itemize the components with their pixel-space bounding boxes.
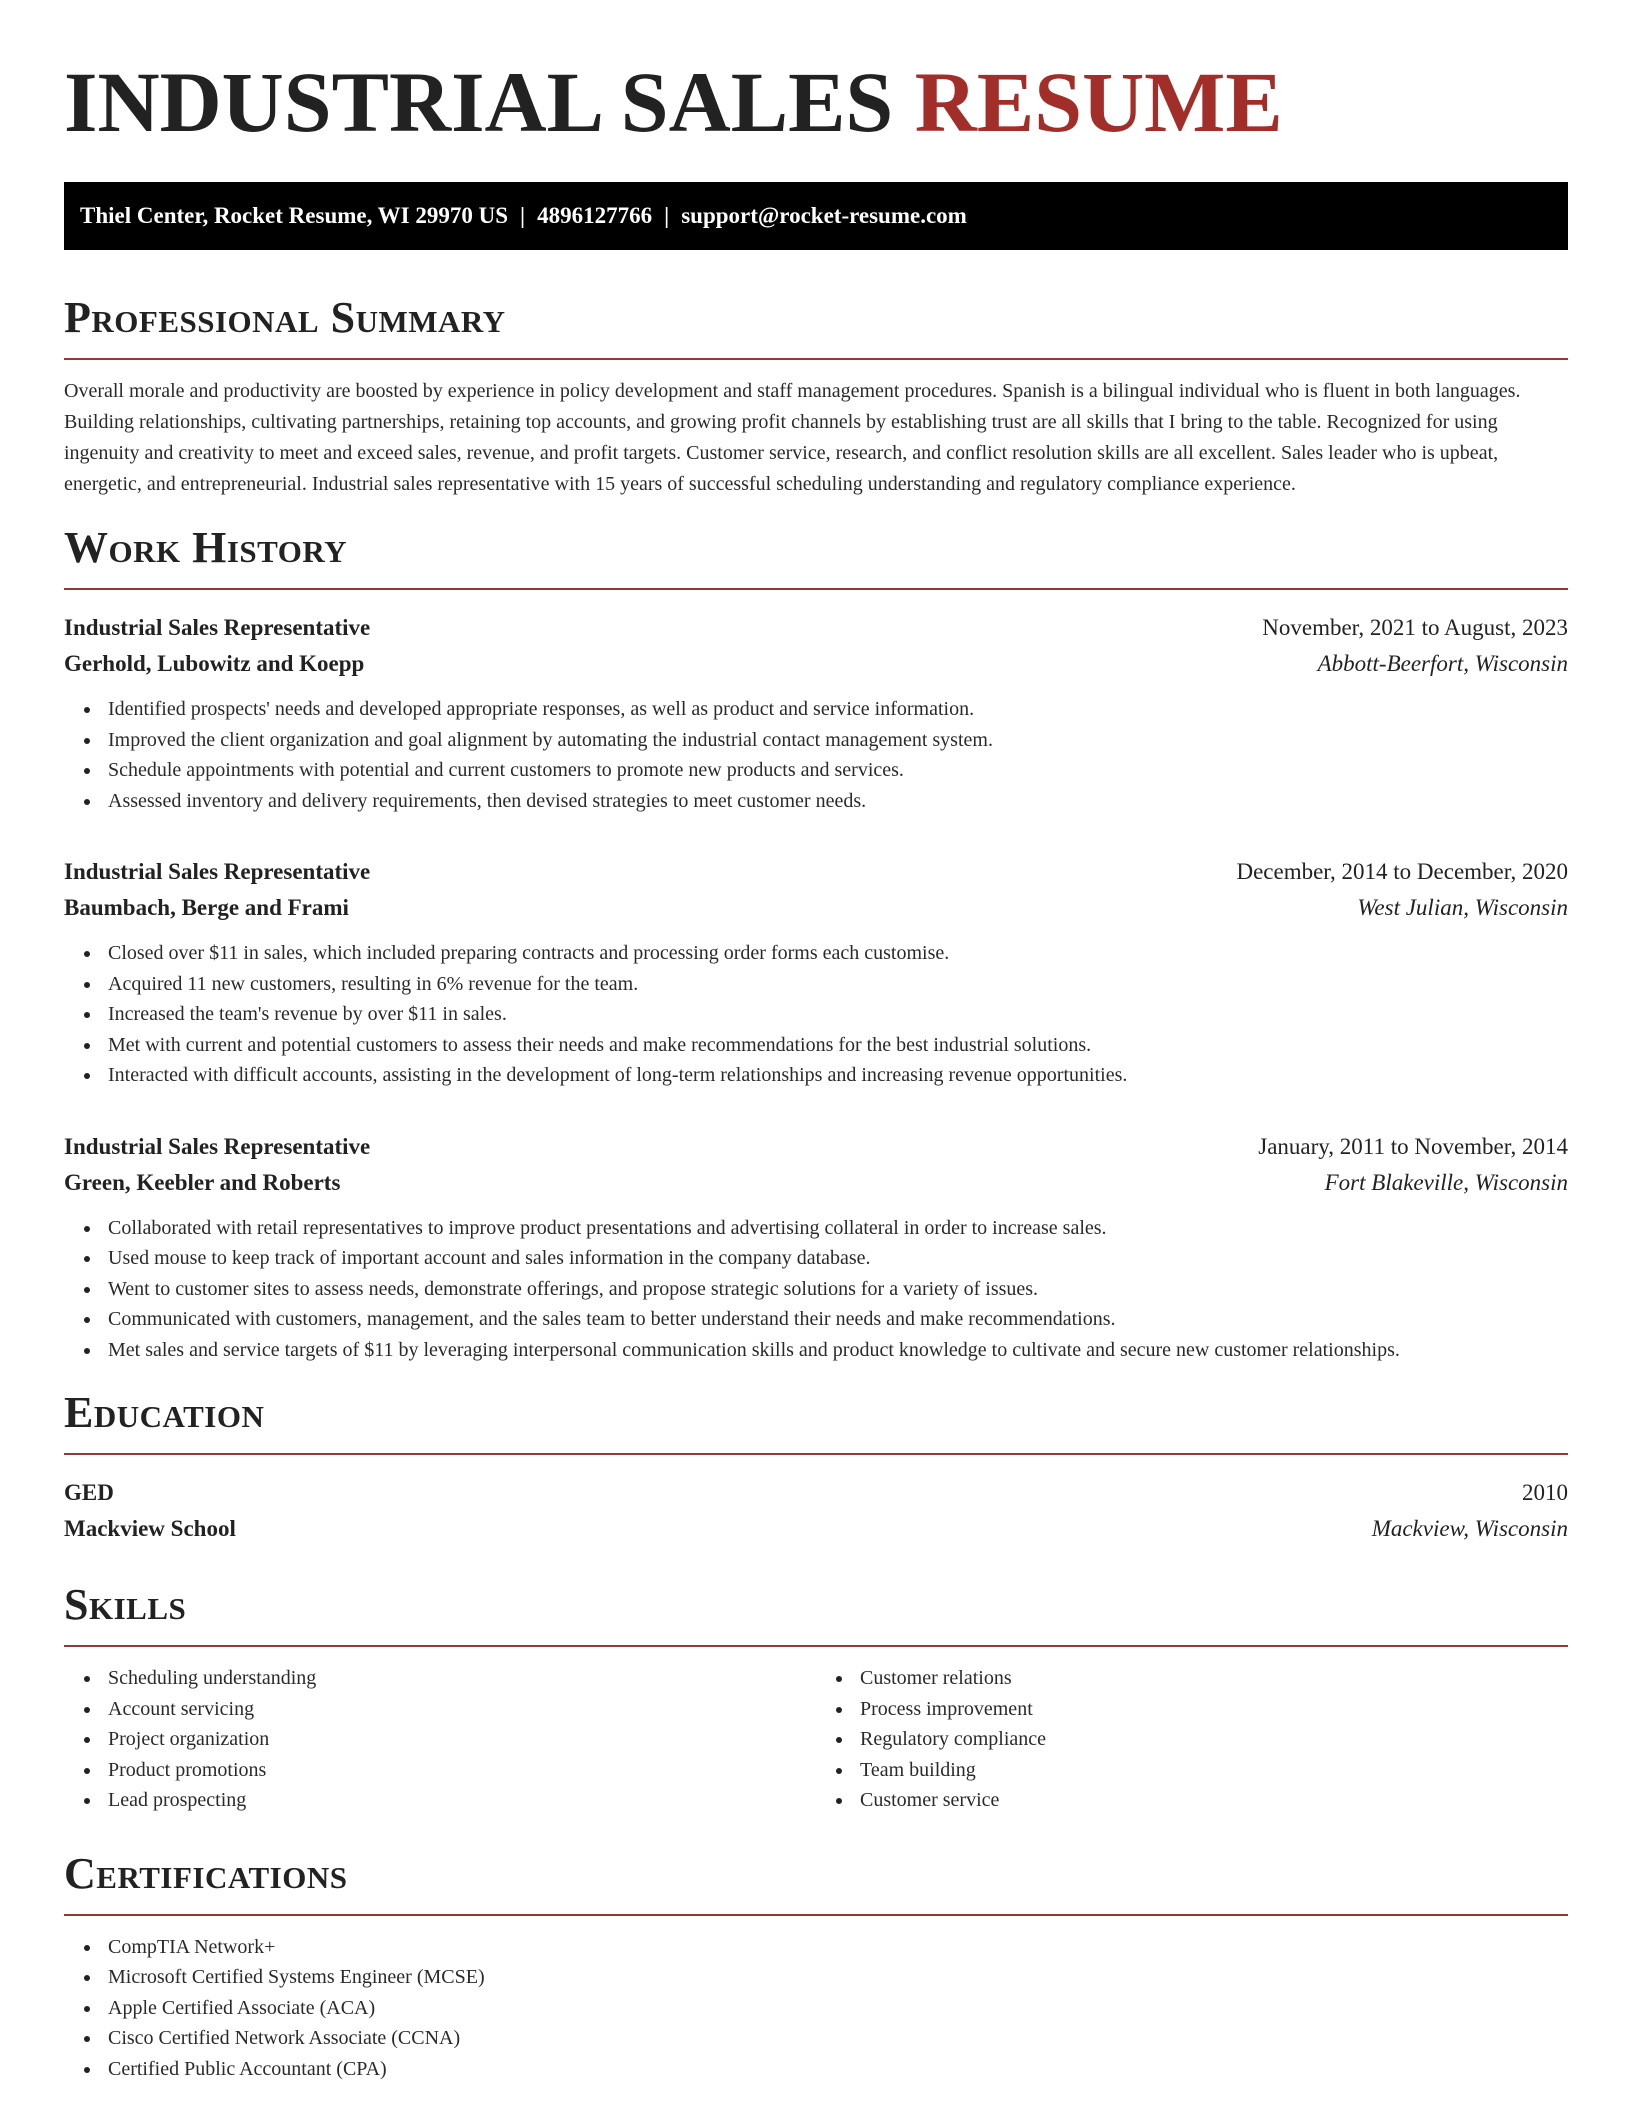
job-dates: January, 2011 to November, 2014 (1258, 1133, 1568, 1159)
education-entry (64, 1475, 1568, 1547)
job-bullet: Acquired 11 new customers, resulting in 6% revenue for the team. (108, 969, 1568, 1000)
job-title: Industrial Sales Representative (64, 859, 371, 884)
contact-email: support@rocket-resume.com (681, 203, 967, 228)
skill-item: Customer service (860, 1785, 1568, 1816)
skill-item: Scheduling understanding (108, 1663, 816, 1694)
job-bullet: Collaborated with retail representatives to improve product presentations and advertising collateral in order to increase sales. (108, 1213, 1568, 1244)
job-company: Green, Keebler and Roberts (64, 1169, 341, 1195)
education-degree: GED (64, 1480, 114, 1505)
section-heading-certifications: Certifications (64, 1848, 1568, 1916)
job-bullet: Interacted with difficult accounts, assisting in the development of long-term relationships and increasing revenue opportunities. (108, 1060, 1568, 1091)
job-company: Gerhold, Lubowitz and Koepp (64, 651, 365, 676)
job-location: Abbott-Beerfort, Wisconsin (1317, 651, 1568, 676)
job-entry (64, 1129, 1568, 1366)
job-company-row (64, 646, 1568, 682)
summary-text: Overall morale and productivity are boosted by experience in policy development and staff management procedures. Spanish is a bilingual individual who is fluent in both languages. Building relationships, cultivating partnerships, retaining top accounts, and growing profit channels by establishing trust are all skills that I bring to the table. Recognized for using ingenuity and creativity to meet and exceed sales, revenue, and profit targets. Customer service, research, and conflict resolution skills are all excellent. Sales leader who is upbeat, energetic, and entrepreneurial. Industrial sales representative with 15 years of successful scheduling understanding and regulatory compliance experience. (64, 380, 1521, 495)
job-bullet: Improved the client organization and goal alignment by automating the industrial contact management system. (108, 725, 1568, 756)
section-heading-skills: Skills (64, 1579, 1568, 1647)
certification-item: Cisco Certified Network Associate (CCNA) (108, 2023, 1568, 2054)
section-heading-education: Education (64, 1387, 1568, 1455)
contact-separator: | (664, 203, 670, 228)
job-title-row (64, 610, 1568, 646)
skill-item: Lead prospecting (108, 1785, 816, 1816)
job-title: Industrial Sales Representative (64, 1133, 371, 1159)
job-dates: December, 2014 to December, 2020 (1236, 859, 1568, 884)
section-heading-summary: Professional Summary (64, 292, 1568, 360)
contact-phone: 4896127766 (537, 203, 653, 228)
certifications-section (64, 1848, 1568, 2085)
title-main: INDUSTRIAL SALES (64, 54, 894, 150)
job-title: Industrial Sales Representative (64, 615, 371, 640)
skill-item: Team building (860, 1755, 1568, 1786)
job-company-row (64, 1165, 1568, 1201)
job-title-row (64, 854, 1568, 890)
title-accent: RESUME (914, 54, 1283, 150)
job-bullet: Increased the team's revenue by over $11 in sales. (108, 999, 1568, 1030)
job-title-row (64, 1129, 1568, 1165)
job-entry (64, 610, 1568, 816)
certification-item: Certified Public Accountant (CPA) (108, 2054, 1568, 2085)
job-bullets (64, 938, 1568, 1091)
job-bullets (64, 1213, 1568, 1366)
work-history-section (64, 522, 1568, 1365)
job-bullet: Met sales and service targets of $11 by leveraging interpersonal communication skills and product knowledge to cultivate and secure new customer relationships. (108, 1335, 1568, 1366)
skill-item: Account servicing (108, 1694, 816, 1725)
job-bullet: Went to customer sites to assess needs, demonstrate offerings, and propose strategic solutions for a variety of issues. (108, 1274, 1568, 1305)
job-bullet: Communicated with customers, management, and the sales team to better understand their needs and make recommendations. (108, 1304, 1568, 1335)
job-bullet: Met with current and potential customers to assess their needs and make recommendations for the best industrial solutions. (108, 1030, 1568, 1061)
skills-section (64, 1579, 1568, 1816)
section-heading-work: Work History (64, 522, 1568, 590)
certification-item: CompTIA Network+ (108, 1932, 1568, 1963)
job-location: West Julian, Wisconsin (1357, 895, 1568, 920)
skill-item: Customer relations (860, 1663, 1568, 1694)
education-section (64, 1387, 1568, 1547)
education-school: Mackview School (64, 1516, 236, 1541)
resume-page (64, 0, 1568, 2084)
skills-column-right (816, 1663, 1568, 1816)
job-bullet: Identified prospects' needs and developed appropriate responses, as well as product and service information. (108, 694, 1568, 725)
skills-grid (64, 1663, 1568, 1816)
contact-separator: | (520, 203, 526, 228)
skill-item: Regulatory compliance (860, 1724, 1568, 1755)
certification-item: Apple Certified Associate (ACA) (108, 1993, 1568, 2024)
education-year: 2010 (1522, 1480, 1568, 1505)
job-bullet: Closed over $11 in sales, which included preparing contracts and processing order forms each customise. (108, 938, 1568, 969)
job-bullet: Assessed inventory and delivery requirements, then devised strategies to meet customer needs. (108, 786, 1568, 817)
job-company-row (64, 890, 1568, 926)
education-degree-row (64, 1475, 1568, 1511)
skill-item: Project organization (108, 1724, 816, 1755)
job-dates: November, 2021 to August, 2023 (1262, 615, 1568, 640)
certifications-list (64, 1932, 1568, 2085)
skill-item: Process improvement (860, 1694, 1568, 1725)
job-bullet: Schedule appointments with potential and current customers to promote new products and services. (108, 755, 1568, 786)
job-bullets (64, 694, 1568, 816)
resume-title (64, 52, 1568, 152)
job-company: Baumbach, Berge and Frami (64, 895, 349, 920)
contact-address: Thiel Center, Rocket Resume, WI 29970 US (80, 203, 509, 228)
job-location: Fort Blakeville, Wisconsin (1324, 1169, 1568, 1195)
education-location: Mackview, Wisconsin (1371, 1516, 1568, 1541)
job-entry (64, 854, 1568, 1091)
job-bullet: Used mouse to keep track of important account and sales information in the company database. (108, 1243, 1568, 1274)
education-school-row (64, 1511, 1568, 1547)
skills-column-left (64, 1663, 816, 1816)
contact-bar (64, 182, 1568, 250)
skill-item: Product promotions (108, 1755, 816, 1786)
certification-item: Microsoft Certified Systems Engineer (MCSE) (108, 1962, 1568, 1993)
summary-section (64, 292, 1568, 500)
